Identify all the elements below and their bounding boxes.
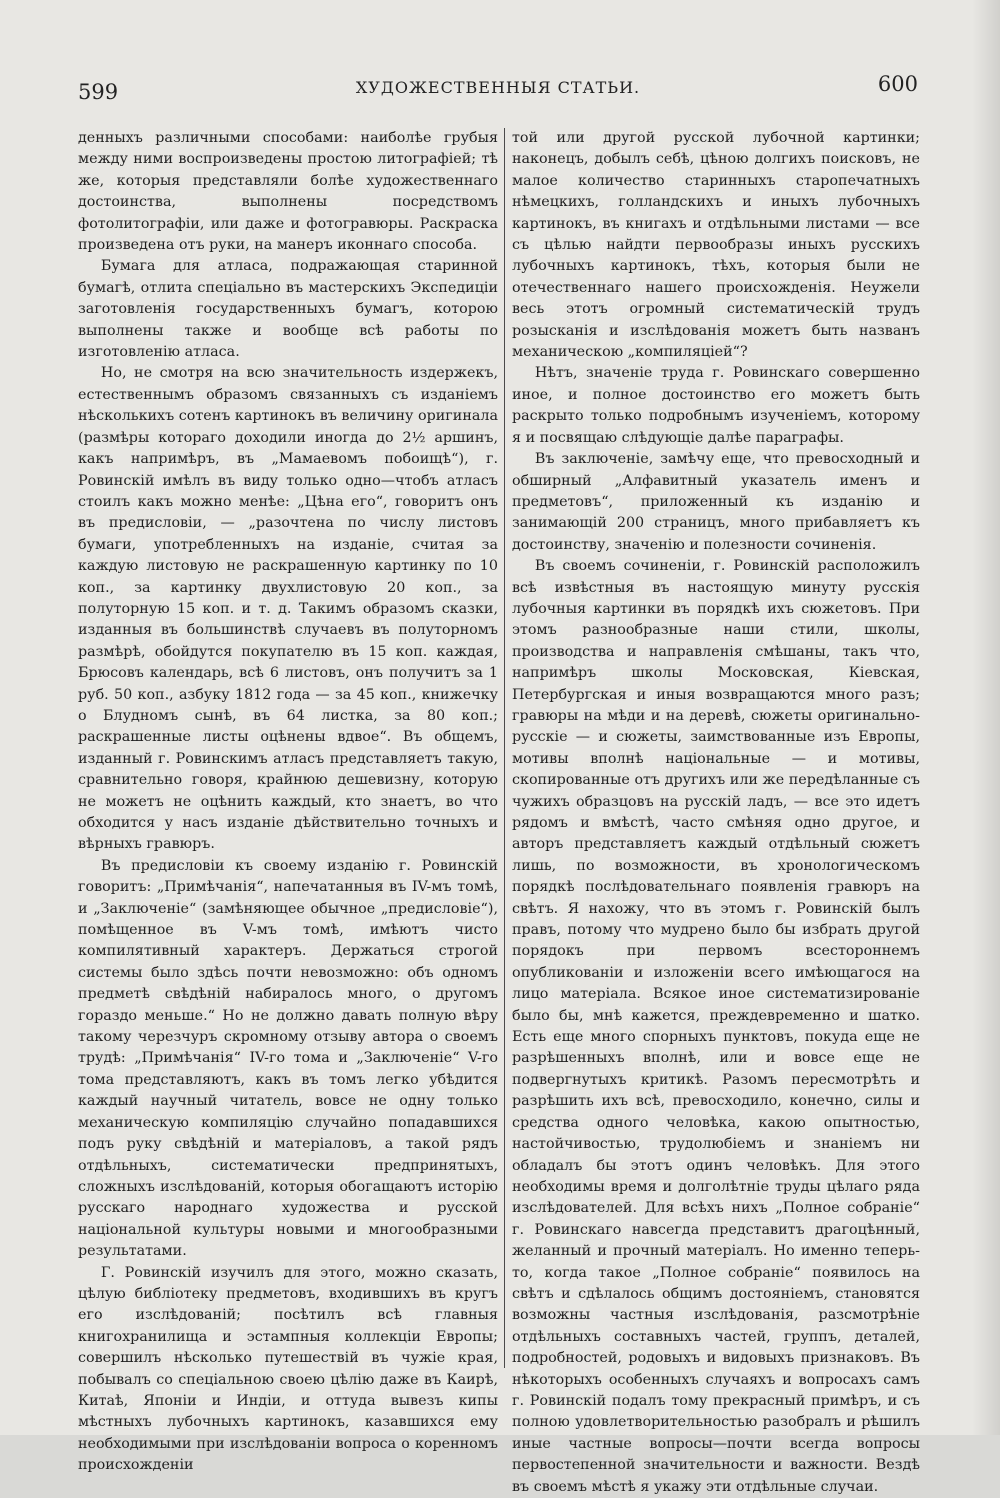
paragraph: Въ заключеніе, замѣчу еще, что превосходный и обширный „Алфавитный указатель именъ и предметовъ“, приложенный къ изданію и занимающій 200 страницъ, много прибавляетъ къ достоинству, значенію и полезности сочиненія. xyxy=(512,451,920,553)
page-number-left: 599 xyxy=(78,80,119,104)
page-edge-shadow xyxy=(972,0,1000,1435)
page-number-right: 600 xyxy=(877,72,918,96)
paragraph: Бумага для атласа, подражающая старинной бумагѣ, отлита спеціально въ мастерскихъ Экспедиціи заготовленія государственныхъ бумагъ, которою выполнены также и вообще всѣ работы по изготовленію атласа. xyxy=(78,258,498,361)
paragraph: Нѣтъ, значеніе труда г. Ровинскаго совершенно иное, и полное достоинство его можетъ быть раскрыто только подробнымъ изученіемъ, которому я и посвящаю слѣдующіе далѣе параграфы. xyxy=(512,365,920,446)
column-rule xyxy=(504,128,505,1368)
paragraph: денныхъ различными способами: наиболѣе грубыя между ними воспроизведены простою литографіей; тѣ же, которыя представляли болѣе художественнаго достоинства, выполнены посредствомъ фотолитографіи, или даже и фотогравюры. Раскраска произведена отъ руки, на манеръ иконнаго способа. xyxy=(78,130,498,254)
right-column xyxy=(512,128,920,1498)
left-column xyxy=(78,128,498,1477)
running-header xyxy=(78,72,918,108)
paragraph: той или другой русской лубочной картинки; наконецъ, добылъ себѣ, цѣною долгихъ поисковъ, не малое количество старинныхъ старопечатныхъ нѣмецкихъ, голландскихъ и иныхъ лубочныхъ картинокъ, въ книгахъ и отдѣльными листами — все съ цѣлью найдти первообразы иныхъ русскихъ лубочныхъ картинокъ, тѣхъ, которыя были не отечественнаго нашего происхожденія. Неужели весь этотъ огромный систематическій трудъ розысканія и изслѣдованія можетъ быть названъ механическою „компиляціей“? xyxy=(512,130,920,361)
paragraph: Въ своемъ сочиненіи, г. Ровинскій расположилъ всѣ извѣстныя въ настоящую минуту русскія лубочныя картинки въ порядкѣ ихъ сюжетовъ. При этомъ разнообразные наши стили, школы, производства и направленія смѣшаны, такъ что, напримѣръ школы Московская, Кіевская, Петербургская и иныя возвращаются много разъ; гравюры на мѣди и на деревѣ, сюжеты оригинально-русскіе — и сюжеты, заимствованные изъ Европы, мотивы вполнѣ національные — и мотивы, скопированные отъ другихъ или же передѣланные съ чужихъ образцовъ на русскій ладъ, — все это идетъ рядомъ и вмѣстѣ, часто смѣняя одно другое, и авторъ представляетъ каждый отдѣльный сюжетъ лишь, по возможности, въ хронологическомъ порядкѣ послѣдовательнаго появленія гравюръ на свѣтъ. Я нахожу, что въ этомъ г. Ровинскій былъ правъ, потому что мудрено было бы избрать другой порядокъ при первомъ всестороннемъ опубликованіи и изложеніи всего имѣющагося на лицо матеріала. Всякое иное систематизированіе было бы, мнѣ кажется, преждевременно и шатко. Есть еще много спорныхъ пунктовъ, покуда еще не разрѣшенныхъ вполнѣ, или и вовсе еще не подвергнутыхъ критикѣ. Разомъ пересмотрѣть и разрѣшить ихъ всѣ, превосходило, конечно, силы и средства одного человѣка, какою опытностью, настойчивостью, трудолюбіемъ и знаніемъ ни обладалъ бы этотъ одинъ человѣкъ. Для этого необходимы время и долголѣтніе труды цѣлаго ряда изслѣдователей. Для всѣхъ нихъ „Полное собраніе“ г. Ровинскаго навсегда представитъ драгоцѣнный, желанный и прочный матеріалъ. Но именно теперь-то, когда такое „Полное собраніе“ появилось на свѣтъ и сдѣлалось общимъ достояніемъ, становятся возможны частныя изслѣдованія, разсмотрѣніе отдѣльныхъ составныхъ частей, группъ, деталей, подробностей, родовыхъ и видовыхъ признаковъ. Въ нѣкоторыхъ особенныхъ случаяхъ и вопросахъ самъ г. Ровинскій подалъ тому прекрасный примѣръ, и съ полною удовлетворительностью разобралъ и рѣшилъ иные частные вопросы—почти всегда вопросы первостепенной значительности и важности. Вездѣ въ своемъ мѣстѣ я укажу эти отдѣльные случаи. xyxy=(512,558,920,1495)
paragraph: Въ предисловіи къ своему изданію г. Ровинскій говоритъ: „Примѣчанія“, напечатанныя въ IV-мъ томѣ, и „Заключеніе“ (замѣняющее обычное „предисловіе“), помѣщенное въ V-мъ томѣ, имѣютъ чисто компилятивный характеръ. Держаться строгой системы было здѣсь почти невозможно: объ одномъ предметѣ свѣдѣній набиралось много, о другомъ гораздо меньше.“ Но не должно давать полную вѣру такому черезчуръ скромному отзыву автора о своемъ трудѣ: „Примѣчанія“ IV-го тома и „Заключеніе“ V-го тома представляютъ, какъ въ томъ легко убѣдится каждый научный читатель, вовсе не одну только механическую компиляцію случайно попадавшихся подъ руку свѣдѣній и матеріаловъ, а такой рядъ отдѣльныхъ, систематически предпринятыхъ, сложныхъ изслѣдованій, которыя обогащаютъ исторію русскаго народнаго художества и русской національной культуры новыми и многообразными результатами. xyxy=(78,857,498,1260)
running-title: ХУДОЖЕСТВЕННЫЯ СТАТЬИ. xyxy=(355,78,641,97)
paragraph: Г. Ровинскій изучилъ для этого, можно сказать, цѣлую библіотеку предметовъ, входившихъ въ кругъ его изслѣдованій; посѣтилъ всѣ главныя книгохранилища и эстампныя коллекціи Европы; совершилъ нѣсколько путешествій въ чужіе края, побывалъ со спеціальною своею цѣлію даже въ Каирѣ, Китаѣ, Японіи и Индіи, и оттуда вывезъ кипы мѣстныхъ лубочныхъ картинокъ, казавшихся ему необходимыми при изслѣдованіи вопроса о коренномъ происхожденіи xyxy=(78,1264,498,1474)
paragraph: Но, не смотря на всю значительность издержекъ, естественнымъ образомъ связанныхъ съ изданіемъ нѣсколькихъ сотенъ картинокъ въ величину оригинала (размѣры котораго доходили иногда до 2½ аршинъ, какъ напримѣръ, въ „Мамаевомъ побоищѣ“), г. Ровинскій имѣлъ въ виду только одно—чтобъ атласъ стоилъ какъ можно менѣе: „Цѣна его“, говоритъ онъ въ предисловіи, — „разочтена по числу листовъ бумаги, употребленныхъ на изданіе, считая за каждую листовую не раскрашенную картинку по 10 коп., за картинку двухлистовую 20 коп., за полуторную 15 коп. и т. д. Такимъ образомъ сказки, изданныя въ большинствѣ случаевъ въ полуторномъ размѣрѣ, обойдутся покупателю въ 15 коп. каждая, Брюсовъ календарь, всѣ 6 листовъ, онъ получитъ за 1 руб. 50 коп., азбуку 1812 года — за 45 коп., книжечку о Блудномъ сынѣ, въ 64 листка, за 80 коп.; раскрашенные листы оцѣнены вдвое“. Въ общемъ, изданный г. Ровинскимъ атласъ представляетъ такую, сравнительно говоря, крайнюю дешевизну, которую не можетъ не оцѣнить каждый, кто знаетъ, во что обходится у насъ изданіе дѣйствительно точныхъ и вѣрныхъ гравюръ. xyxy=(78,365,498,853)
